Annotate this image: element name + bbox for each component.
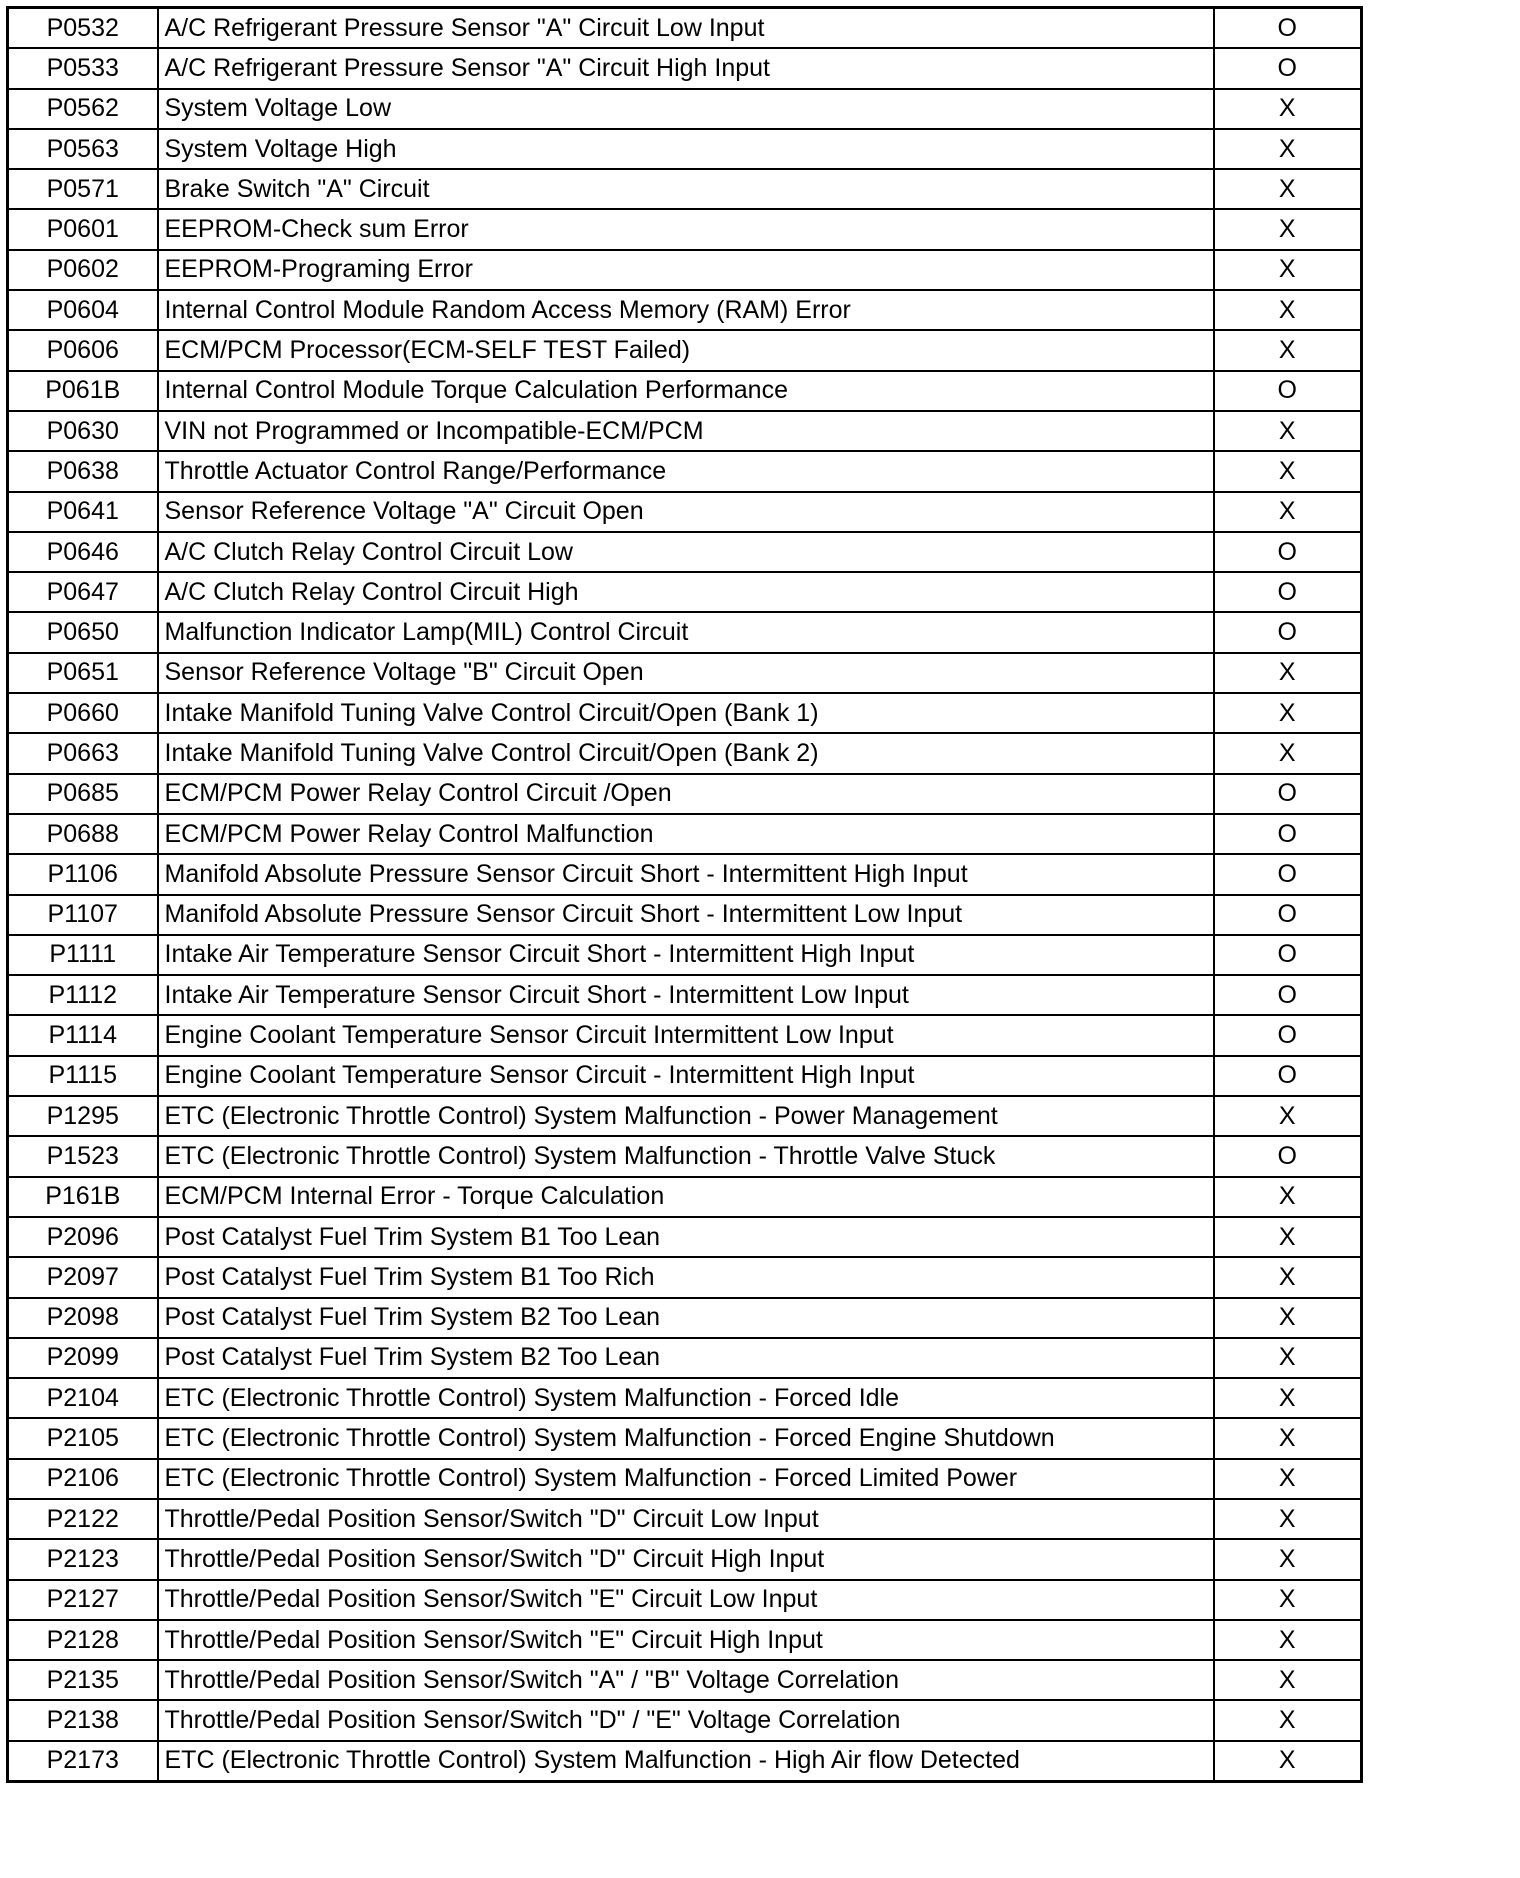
dtc-code-cell: P0685 (8, 774, 158, 814)
table-row (8, 290, 1362, 330)
dtc-flag-cell: X (1214, 290, 1362, 330)
dtc-description-cell: ECM/PCM Power Relay Control Malfunction (158, 814, 1214, 854)
table-row (8, 1136, 1362, 1176)
dtc-code-cell: P0641 (8, 492, 158, 532)
dtc-code-cell: P0651 (8, 653, 158, 693)
dtc-code-cell: P0650 (8, 612, 158, 652)
dtc-code-cell: P0688 (8, 814, 158, 854)
dtc-description-cell: Throttle/Pedal Position Sensor/Switch "A" / "B" Voltage Correlation (158, 1660, 1214, 1700)
table-row (8, 733, 1362, 773)
dtc-description-cell: Throttle/Pedal Position Sensor/Switch "D" / "E" Voltage Correlation (158, 1700, 1214, 1740)
dtc-code-cell: P061B (8, 371, 158, 411)
dtc-code-cell: P2104 (8, 1378, 158, 1418)
dtc-flag-cell: X (1214, 1257, 1362, 1297)
dtc-description-cell: System Voltage High (158, 129, 1214, 169)
table-row (8, 492, 1362, 532)
table-row (8, 1338, 1362, 1378)
dtc-code-cell: P0604 (8, 290, 158, 330)
dtc-description-cell: Engine Coolant Temperature Sensor Circuit Intermittent Low Input (158, 1015, 1214, 1055)
table-row (8, 371, 1362, 411)
dtc-code-cell: P0602 (8, 250, 158, 290)
table-row (8, 935, 1362, 975)
table-row (8, 653, 1362, 693)
dtc-description-cell: Malfunction Indicator Lamp(MIL) Control Circuit (158, 612, 1214, 652)
table-row (8, 1660, 1362, 1700)
table-row (8, 209, 1362, 249)
dtc-code-cell: P2097 (8, 1257, 158, 1297)
dtc-flag-cell: X (1214, 169, 1362, 209)
dtc-description-cell: VIN not Programmed or Incompatible-ECM/PCM (158, 411, 1214, 451)
table-row (8, 1056, 1362, 1096)
dtc-code-cell: P2135 (8, 1660, 158, 1700)
dtc-table (6, 6, 1363, 1783)
dtc-flag-cell: X (1214, 1499, 1362, 1539)
dtc-flag-cell: O (1214, 935, 1362, 975)
dtc-code-cell: P2099 (8, 1338, 158, 1378)
dtc-code-cell: P1114 (8, 1015, 158, 1055)
dtc-description-cell: ECM/PCM Internal Error - Torque Calculation (158, 1177, 1214, 1217)
dtc-code-cell: P2122 (8, 1499, 158, 1539)
dtc-code-cell: P0562 (8, 89, 158, 129)
table-row (8, 532, 1362, 572)
table-row (8, 411, 1362, 451)
table-row (8, 250, 1362, 290)
dtc-description-cell: Brake Switch "A" Circuit (158, 169, 1214, 209)
dtc-flag-cell: X (1214, 411, 1362, 451)
table-row (8, 330, 1362, 370)
dtc-code-cell: P1106 (8, 854, 158, 894)
dtc-code-cell: P0601 (8, 209, 158, 249)
dtc-description-cell: Post Catalyst Fuel Trim System B2 Too Lean (158, 1298, 1214, 1338)
table-row (8, 1298, 1362, 1338)
table-row (8, 1015, 1362, 1055)
table-row (8, 774, 1362, 814)
dtc-flag-cell: X (1214, 129, 1362, 169)
dtc-description-cell: EEPROM-Programing Error (158, 250, 1214, 290)
table-row (8, 451, 1362, 491)
dtc-description-cell: EEPROM-Check sum Error (158, 209, 1214, 249)
dtc-flag-cell: O (1214, 1136, 1362, 1176)
table-row (8, 1418, 1362, 1458)
dtc-flag-cell: X (1214, 1620, 1362, 1660)
dtc-flag-cell: X (1214, 693, 1362, 733)
dtc-description-cell: Sensor Reference Voltage "A" Circuit Open (158, 492, 1214, 532)
dtc-flag-cell: X (1214, 1741, 1362, 1782)
dtc-description-cell: Internal Control Module Random Access Memory (RAM) Error (158, 290, 1214, 330)
dtc-description-cell: Throttle/Pedal Position Sensor/Switch "E" Circuit Low Input (158, 1580, 1214, 1620)
dtc-flag-cell: X (1214, 1539, 1362, 1579)
dtc-code-cell: P1112 (8, 975, 158, 1015)
table-row (8, 1499, 1362, 1539)
dtc-flag-cell: X (1214, 1338, 1362, 1378)
dtc-flag-cell: X (1214, 1700, 1362, 1740)
dtc-description-cell: Intake Air Temperature Sensor Circuit Short - Intermittent Low Input (158, 975, 1214, 1015)
dtc-code-cell: P0571 (8, 169, 158, 209)
dtc-flag-cell: O (1214, 895, 1362, 935)
dtc-code-cell: P2096 (8, 1217, 158, 1257)
table-row (8, 895, 1362, 935)
dtc-code-cell: P0660 (8, 693, 158, 733)
dtc-description-cell: Manifold Absolute Pressure Sensor Circuit Short - Intermittent High Input (158, 854, 1214, 894)
dtc-description-cell: Throttle/Pedal Position Sensor/Switch "D" Circuit Low Input (158, 1499, 1214, 1539)
table-row (8, 693, 1362, 733)
dtc-flag-cell: X (1214, 733, 1362, 773)
dtc-code-cell: P2123 (8, 1539, 158, 1579)
dtc-code-cell: P0663 (8, 733, 158, 773)
table-row (8, 169, 1362, 209)
dtc-flag-cell: X (1214, 89, 1362, 129)
dtc-code-cell: P0533 (8, 48, 158, 88)
dtc-code-cell: P2128 (8, 1620, 158, 1660)
dtc-flag-cell: X (1214, 250, 1362, 290)
dtc-flag-cell: X (1214, 1459, 1362, 1499)
dtc-description-cell: A/C Refrigerant Pressure Sensor "A" Circuit Low Input (158, 8, 1214, 49)
dtc-flag-cell: O (1214, 975, 1362, 1015)
dtc-flag-cell: O (1214, 612, 1362, 652)
table-row (8, 1700, 1362, 1740)
dtc-flag-cell: O (1214, 1015, 1362, 1055)
dtc-flag-cell: O (1214, 8, 1362, 49)
dtc-description-cell: Throttle/Pedal Position Sensor/Switch "D" Circuit High Input (158, 1539, 1214, 1579)
table-row (8, 1217, 1362, 1257)
dtc-flag-cell: X (1214, 330, 1362, 370)
table-row (8, 1378, 1362, 1418)
dtc-flag-cell: O (1214, 1056, 1362, 1096)
dtc-code-cell: P2098 (8, 1298, 158, 1338)
table-row (8, 1177, 1362, 1217)
dtc-flag-cell: X (1214, 209, 1362, 249)
dtc-code-cell: P161B (8, 1177, 158, 1217)
dtc-description-cell: Post Catalyst Fuel Trim System B1 Too Lean (158, 1217, 1214, 1257)
dtc-description-cell: Post Catalyst Fuel Trim System B2 Too Lean (158, 1338, 1214, 1378)
dtc-flag-cell: O (1214, 572, 1362, 612)
dtc-description-cell: Post Catalyst Fuel Trim System B1 Too Rich (158, 1257, 1214, 1297)
dtc-flag-cell: O (1214, 814, 1362, 854)
table-row (8, 89, 1362, 129)
dtc-description-cell: A/C Clutch Relay Control Circuit High (158, 572, 1214, 612)
dtc-code-cell: P0638 (8, 451, 158, 491)
table-row (8, 1096, 1362, 1136)
dtc-description-cell: ETC (Electronic Throttle Control) System Malfunction - Forced Limited Power (158, 1459, 1214, 1499)
dtc-code-cell: P1115 (8, 1056, 158, 1096)
dtc-code-cell: P0647 (8, 572, 158, 612)
table-row (8, 1459, 1362, 1499)
table-row (8, 48, 1362, 88)
dtc-description-cell: Manifold Absolute Pressure Sensor Circuit Short - Intermittent Low Input (158, 895, 1214, 935)
dtc-description-cell: Intake Manifold Tuning Valve Control Circuit/Open (Bank 1) (158, 693, 1214, 733)
table-row (8, 1741, 1362, 1782)
dtc-code-cell: P0646 (8, 532, 158, 572)
dtc-flag-cell: X (1214, 1580, 1362, 1620)
dtc-code-cell: P2173 (8, 1741, 158, 1782)
dtc-description-cell: System Voltage Low (158, 89, 1214, 129)
dtc-flag-cell: X (1214, 1177, 1362, 1217)
dtc-description-cell: A/C Clutch Relay Control Circuit Low (158, 532, 1214, 572)
dtc-flag-cell: X (1214, 1378, 1362, 1418)
dtc-description-cell: Throttle/Pedal Position Sensor/Switch "E" Circuit High Input (158, 1620, 1214, 1660)
table-row (8, 612, 1362, 652)
dtc-code-cell: P1107 (8, 895, 158, 935)
dtc-description-cell: Internal Control Module Torque Calculation Performance (158, 371, 1214, 411)
dtc-flag-cell: X (1214, 653, 1362, 693)
table-row (8, 1580, 1362, 1620)
dtc-code-cell: P0532 (8, 8, 158, 49)
dtc-code-cell: P0563 (8, 129, 158, 169)
dtc-flag-cell: O (1214, 532, 1362, 572)
dtc-description-cell: Intake Manifold Tuning Valve Control Circuit/Open (Bank 2) (158, 733, 1214, 773)
table-row (8, 1539, 1362, 1579)
dtc-description-cell: Engine Coolant Temperature Sensor Circuit - Intermittent High Input (158, 1056, 1214, 1096)
dtc-description-cell: ECM/PCM Processor(ECM-SELF TEST Failed) (158, 330, 1214, 370)
dtc-description-cell: ETC (Electronic Throttle Control) System Malfunction - High Air flow Detected (158, 1741, 1214, 1782)
dtc-flag-cell: O (1214, 371, 1362, 411)
dtc-code-cell: P1295 (8, 1096, 158, 1136)
dtc-flag-cell: X (1214, 1298, 1362, 1338)
dtc-description-cell: ETC (Electronic Throttle Control) System Malfunction - Power Management (158, 1096, 1214, 1136)
table-row (8, 854, 1362, 894)
dtc-description-cell: Intake Air Temperature Sensor Circuit Short - Intermittent High Input (158, 935, 1214, 975)
table-row (8, 975, 1362, 1015)
dtc-code-cell: P2106 (8, 1459, 158, 1499)
table-row (8, 1257, 1362, 1297)
dtc-description-cell: ECM/PCM Power Relay Control Circuit /Open (158, 774, 1214, 814)
table-row (8, 1620, 1362, 1660)
dtc-flag-cell: X (1214, 1217, 1362, 1257)
dtc-flag-cell: O (1214, 48, 1362, 88)
table-row (8, 129, 1362, 169)
dtc-flag-cell: X (1214, 1418, 1362, 1458)
table-row (8, 572, 1362, 612)
dtc-flag-cell: X (1214, 451, 1362, 491)
dtc-description-cell: ETC (Electronic Throttle Control) System Malfunction - Throttle Valve Stuck (158, 1136, 1214, 1176)
dtc-flag-cell: X (1214, 492, 1362, 532)
dtc-code-cell: P0606 (8, 330, 158, 370)
dtc-flag-cell: X (1214, 1660, 1362, 1700)
dtc-description-cell: ETC (Electronic Throttle Control) System Malfunction - Forced Idle (158, 1378, 1214, 1418)
dtc-description-cell: A/C Refrigerant Pressure Sensor "A" Circuit High Input (158, 48, 1214, 88)
dtc-flag-cell: X (1214, 1096, 1362, 1136)
dtc-description-cell: ETC (Electronic Throttle Control) System Malfunction - Forced Engine Shutdown (158, 1418, 1214, 1458)
dtc-code-cell: P2105 (8, 1418, 158, 1458)
dtc-code-cell: P2138 (8, 1700, 158, 1740)
dtc-flag-cell: O (1214, 774, 1362, 814)
dtc-code-cell: P1523 (8, 1136, 158, 1176)
dtc-code-cell: P1111 (8, 935, 158, 975)
dtc-description-cell: Sensor Reference Voltage "B" Circuit Open (158, 653, 1214, 693)
table-row (8, 8, 1362, 49)
table-row (8, 814, 1362, 854)
dtc-flag-cell: O (1214, 854, 1362, 894)
dtc-table-body (8, 8, 1362, 1782)
dtc-description-cell: Throttle Actuator Control Range/Performance (158, 451, 1214, 491)
dtc-code-cell: P0630 (8, 411, 158, 451)
dtc-code-cell: P2127 (8, 1580, 158, 1620)
